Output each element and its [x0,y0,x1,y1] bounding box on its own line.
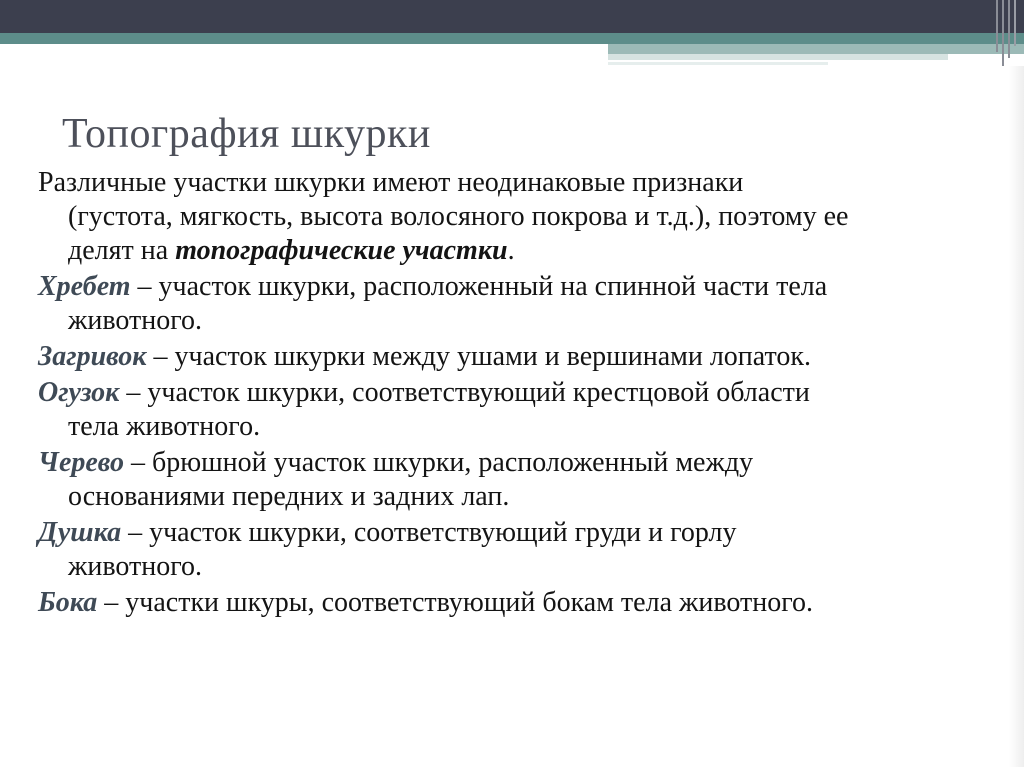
region-item-boka [38,586,1024,620]
region-term: Бока [38,587,98,618]
region-definition: – брюшной участок шкурки, расположенный между [123,447,754,478]
region-definition: – участок шкурки, расположенный на спинной части тела [130,271,828,302]
region-definition-cont: тела животного. [68,411,261,442]
region-definition-cont: основаниями передних и задних лап. [68,481,510,512]
intro-line-2: (густота, мягкость, высота волосяного покрова и т.д.), поэтому ее [68,201,849,232]
decor-vertical-line [1002,0,1004,66]
region-term: Черево [38,447,124,478]
header-stripe-thin [608,62,828,65]
region-term: Хребет [38,271,131,302]
intro-line-3-suffix: . [507,235,515,266]
content-list [38,166,1024,622]
slide-title: Топография шкурки [62,111,431,157]
region-item-zagrivok [38,340,1024,374]
region-term: Огузок [38,377,120,408]
region-term: Загривок [38,341,147,372]
header-stripe [608,44,1024,54]
region-definition-cont: животного. [68,551,202,582]
region-term: Душка [38,517,122,548]
intro-line-3-prefix: делят на [68,235,176,266]
region-item-oguzok [38,376,1024,444]
region-item-cherevo [38,446,1024,514]
decor-vertical-line [1008,0,1010,58]
region-definition-cont: животного. [68,305,202,336]
intro-line-1: Различные участки шкурки имеют неодинаковые признаки [38,167,744,198]
header-band-teal [0,33,1024,44]
region-definition: – участок шкурки между ушами и вершинами лопаток. [146,341,811,372]
intro-emphasis: топографические участки [175,235,508,266]
region-item-khrebet [38,270,1024,338]
header-stripe-light [608,54,948,60]
region-definition: – участок шкурки, соответствующий груди и горлу [121,517,737,548]
region-definition: – участок шкурки, соответствующий крестцовой области [119,377,810,408]
intro-paragraph [38,166,1024,268]
decor-vertical-line [996,0,998,52]
header-band-dark [0,0,1024,33]
region-item-dushka [38,516,1024,584]
region-definition: – участки шкуры, соответствующий бокам тела животного. [97,587,813,618]
decor-vertical-line [1014,0,1016,46]
